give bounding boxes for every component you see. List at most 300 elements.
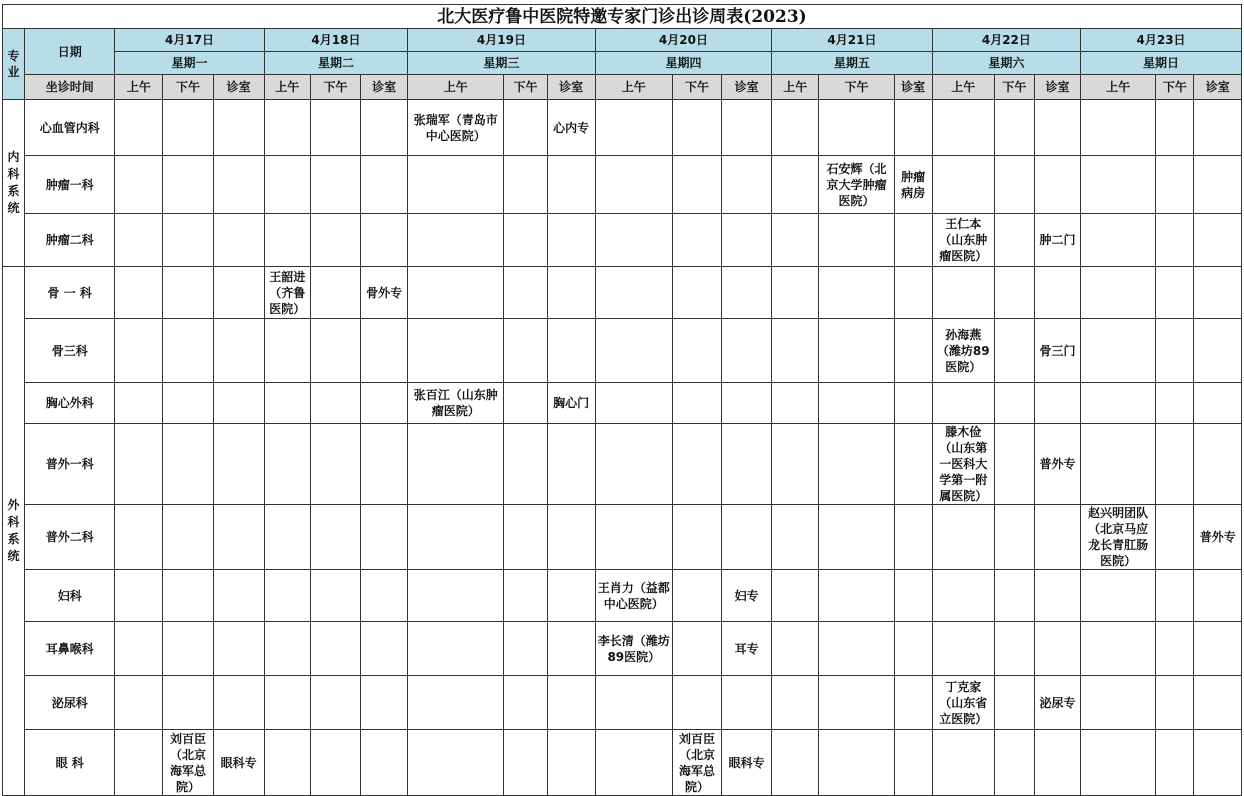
schedule-cell xyxy=(504,156,547,214)
schedule-cell xyxy=(504,505,547,570)
schedule-cell: 胸心门 xyxy=(547,383,595,424)
schedule-cell xyxy=(213,100,264,156)
table-row xyxy=(3,214,1242,267)
schedule-cell xyxy=(772,424,819,505)
schedule-cell xyxy=(595,156,672,214)
schedule-cell xyxy=(504,676,547,730)
schedule-cell xyxy=(264,319,310,383)
schedule-cell xyxy=(894,383,932,424)
session-am-header: 上午 xyxy=(115,75,163,100)
schedule-cell xyxy=(672,676,721,730)
schedule-cell xyxy=(994,319,1034,383)
schedule-cell xyxy=(504,424,547,505)
schedule-cell: 骨三门 xyxy=(1034,319,1080,383)
schedule-cell xyxy=(310,214,360,267)
schedule-cell xyxy=(1194,676,1242,730)
session-pm-header: 下午 xyxy=(672,75,721,100)
schedule-cell xyxy=(504,383,547,424)
schedule-cell xyxy=(1156,214,1194,267)
schedule-cell xyxy=(361,319,408,383)
session-room-header: 诊室 xyxy=(1034,75,1080,100)
schedule-cell xyxy=(894,622,932,676)
schedule-cell xyxy=(994,424,1034,505)
schedule-cell xyxy=(894,730,932,796)
schedule-cell xyxy=(932,267,994,319)
schedule-cell: 滕木俭（山东第一医科大学第一附属医院） xyxy=(932,424,994,505)
schedule-cell xyxy=(1156,424,1194,505)
schedule-cell: 赵兴明团队（北京马应龙长青肛肠医院） xyxy=(1081,505,1156,570)
schedule-cell xyxy=(894,267,932,319)
department-name: 肿瘤二科 xyxy=(25,214,115,267)
table-row xyxy=(3,622,1242,676)
schedule-cell xyxy=(504,214,547,267)
schedule-cell xyxy=(819,424,894,505)
schedule-cell xyxy=(361,505,408,570)
schedule-cell xyxy=(408,156,504,214)
session-pm-header: 下午 xyxy=(504,75,547,100)
day-weekday-cell: 星期三 xyxy=(408,52,596,75)
schedule-cell xyxy=(1081,383,1156,424)
schedule-cell xyxy=(894,676,932,730)
session-am-header: 上午 xyxy=(408,75,504,100)
schedule-cell xyxy=(310,424,360,505)
schedule-cell xyxy=(504,100,547,156)
schedule-cell xyxy=(595,730,672,796)
schedule-cell xyxy=(361,156,408,214)
session-pm-header: 下午 xyxy=(310,75,360,100)
day-weekday-cell: 星期五 xyxy=(772,52,932,75)
schedule-cell xyxy=(1156,319,1194,383)
day-date-cell: 4月17日 xyxy=(115,29,264,52)
schedule-cell xyxy=(994,214,1034,267)
schedule-cell xyxy=(163,319,213,383)
schedule-cell xyxy=(1156,730,1194,796)
schedule-cell xyxy=(1194,267,1242,319)
schedule-cell xyxy=(595,424,672,505)
schedule-cell xyxy=(163,622,213,676)
schedule-cell xyxy=(264,505,310,570)
day-weekday-cell: 星期二 xyxy=(264,52,407,75)
schedule-cell xyxy=(115,267,163,319)
schedule-cell xyxy=(361,214,408,267)
schedule-cell xyxy=(672,156,721,214)
schedule-cell xyxy=(994,622,1034,676)
schedule-cell xyxy=(361,570,408,622)
schedule-cell xyxy=(595,676,672,730)
schedule-cell xyxy=(932,730,994,796)
schedule-cell xyxy=(504,319,547,383)
schedule-cell xyxy=(264,570,310,622)
schedule-cell xyxy=(408,622,504,676)
schedule-cell xyxy=(361,383,408,424)
schedule-cell xyxy=(772,622,819,676)
day-date-cell: 4月19日 xyxy=(408,29,596,52)
schedule-cell xyxy=(1034,156,1080,214)
day-date-cell: 4月21日 xyxy=(772,29,932,52)
specialty-header: 专业 xyxy=(3,29,25,100)
schedule-cell xyxy=(819,505,894,570)
schedule-cell xyxy=(310,100,360,156)
department-name: 骨三科 xyxy=(25,319,115,383)
date-row xyxy=(3,29,1242,52)
schedule-cell xyxy=(163,100,213,156)
schedule-cell xyxy=(264,730,310,796)
schedule-cell xyxy=(310,319,360,383)
schedule-cell: 孙海燕（潍坊89医院） xyxy=(932,319,994,383)
schedule-cell xyxy=(264,676,310,730)
schedule-cell xyxy=(264,424,310,505)
session-room-header: 诊室 xyxy=(547,75,595,100)
department-name: 胸心外科 xyxy=(25,383,115,424)
schedule-cell xyxy=(994,676,1034,730)
schedule-cell xyxy=(264,100,310,156)
schedule-cell xyxy=(115,100,163,156)
schedule-cell xyxy=(819,267,894,319)
schedule-cell xyxy=(595,505,672,570)
schedule-cell xyxy=(772,676,819,730)
schedule-cell xyxy=(408,730,504,796)
schedule-cell xyxy=(408,214,504,267)
schedule-cell xyxy=(819,100,894,156)
schedule-cell xyxy=(595,100,672,156)
table-row xyxy=(3,505,1242,570)
schedule-cell xyxy=(772,156,819,214)
day-date-cell: 4月23日 xyxy=(1081,29,1242,52)
schedule-cell xyxy=(408,570,504,622)
day-weekday-cell: 星期日 xyxy=(1081,52,1242,75)
schedule-cell xyxy=(1081,267,1156,319)
schedule-cell xyxy=(1156,676,1194,730)
schedule-cell xyxy=(894,570,932,622)
schedule-cell: 泌尿专 xyxy=(1034,676,1080,730)
schedule-cell xyxy=(932,622,994,676)
schedule-cell xyxy=(1081,622,1156,676)
schedule-cell xyxy=(994,156,1034,214)
schedule-cell xyxy=(1194,156,1242,214)
schedule-cell xyxy=(547,214,595,267)
schedule-cell: 刘百臣（北京海军总院） xyxy=(672,730,721,796)
schedule-cell xyxy=(547,505,595,570)
schedule-cell xyxy=(722,214,772,267)
day-weekday-cell: 星期六 xyxy=(932,52,1080,75)
schedule-cell xyxy=(264,622,310,676)
session-room-header: 诊室 xyxy=(1194,75,1242,100)
session-room-header: 诊室 xyxy=(722,75,772,100)
schedule-cell xyxy=(894,505,932,570)
schedule-cell xyxy=(361,424,408,505)
schedule-cell xyxy=(213,622,264,676)
schedule-cell xyxy=(310,156,360,214)
schedule-cell xyxy=(1194,383,1242,424)
schedule-cell xyxy=(819,214,894,267)
schedule-cell xyxy=(547,570,595,622)
schedule-cell xyxy=(819,622,894,676)
session-row xyxy=(3,75,1242,100)
schedule-cell xyxy=(672,570,721,622)
session-pm-header: 下午 xyxy=(994,75,1034,100)
department-name: 心血管内科 xyxy=(25,100,115,156)
schedule-cell xyxy=(772,730,819,796)
schedule-cell xyxy=(213,214,264,267)
schedule-cell xyxy=(1034,570,1080,622)
schedule-cell: 肿二门 xyxy=(1034,214,1080,267)
schedule-cell xyxy=(1156,505,1194,570)
schedule-cell xyxy=(163,505,213,570)
schedule-cell xyxy=(1081,156,1156,214)
schedule-cell xyxy=(115,319,163,383)
schedule-cell xyxy=(408,676,504,730)
schedule-cell xyxy=(672,424,721,505)
schedule-cell xyxy=(722,267,772,319)
department-name: 骨 一 科 xyxy=(25,267,115,319)
schedule-cell xyxy=(672,383,721,424)
session-am-header: 上午 xyxy=(932,75,994,100)
schedule-cell: 张百江（山东肿瘤医院） xyxy=(408,383,504,424)
schedule-cell xyxy=(213,424,264,505)
schedule-cell xyxy=(408,267,504,319)
day-weekday-cell: 星期一 xyxy=(115,52,264,75)
schedule-cell xyxy=(722,319,772,383)
schedule-cell xyxy=(115,383,163,424)
schedule-cell xyxy=(408,319,504,383)
schedule-cell xyxy=(310,505,360,570)
schedule-cell xyxy=(772,214,819,267)
schedule-cell xyxy=(994,383,1034,424)
table-row xyxy=(3,424,1242,505)
schedule-cell xyxy=(163,424,213,505)
schedule-cell: 丁克家（山东省立医院） xyxy=(932,676,994,730)
schedule-cell: 王肖力（益都中心医院） xyxy=(595,570,672,622)
schedule-cell xyxy=(1156,267,1194,319)
schedule-cell xyxy=(1081,676,1156,730)
schedule-cell: 普外专 xyxy=(1194,505,1242,570)
department-name: 眼 科 xyxy=(25,730,115,796)
schedule-cell: 眼科专 xyxy=(722,730,772,796)
schedule-cell xyxy=(932,100,994,156)
schedule-cell xyxy=(264,383,310,424)
department-name: 耳鼻喉科 xyxy=(25,622,115,676)
table-row xyxy=(3,319,1242,383)
schedule-cell xyxy=(547,156,595,214)
schedule-cell xyxy=(894,214,932,267)
department-name: 泌尿科 xyxy=(25,676,115,730)
schedule-cell xyxy=(994,267,1034,319)
schedule-cell xyxy=(932,156,994,214)
session-am-header: 上午 xyxy=(1081,75,1156,100)
schedule-cell xyxy=(672,267,721,319)
schedule-cell: 王韶进（齐鲁医院） xyxy=(264,267,310,319)
schedule-cell xyxy=(163,156,213,214)
schedule-cell xyxy=(547,676,595,730)
schedule-cell xyxy=(264,214,310,267)
schedule-cell xyxy=(1156,100,1194,156)
schedule-cell xyxy=(1034,383,1080,424)
department-name: 普外一科 xyxy=(25,424,115,505)
schedule-cell xyxy=(213,570,264,622)
schedule-cell: 眼科专 xyxy=(213,730,264,796)
table-row xyxy=(3,267,1242,319)
schedule-cell xyxy=(504,570,547,622)
schedule-cell xyxy=(595,267,672,319)
table-row xyxy=(3,570,1242,622)
schedule-cell xyxy=(213,505,264,570)
schedule-table xyxy=(2,4,1242,796)
schedule-cell xyxy=(595,383,672,424)
schedule-cell xyxy=(1156,383,1194,424)
schedule-cell xyxy=(722,100,772,156)
schedule-cell xyxy=(772,319,819,383)
schedule-cell xyxy=(1081,424,1156,505)
table-row xyxy=(3,676,1242,730)
schedule-cell xyxy=(361,730,408,796)
schedule-cell xyxy=(408,505,504,570)
schedule-cell xyxy=(672,622,721,676)
schedule-cell xyxy=(163,267,213,319)
schedule-cell xyxy=(772,100,819,156)
session-am-header: 上午 xyxy=(264,75,310,100)
schedule-cell xyxy=(213,156,264,214)
session-am-header: 上午 xyxy=(595,75,672,100)
schedule-cell xyxy=(115,570,163,622)
day-weekday-cell: 星期四 xyxy=(595,52,772,75)
schedule-cell xyxy=(772,505,819,570)
schedule-cell xyxy=(932,505,994,570)
schedule-cell xyxy=(163,214,213,267)
schedule-cell xyxy=(115,156,163,214)
schedule-cell xyxy=(1034,622,1080,676)
schedule-cell xyxy=(819,570,894,622)
schedule-cell xyxy=(547,267,595,319)
schedule-cell xyxy=(115,730,163,796)
table-row xyxy=(3,383,1242,424)
schedule-cell xyxy=(264,156,310,214)
session-room-header: 诊室 xyxy=(213,75,264,100)
session-pm-header: 下午 xyxy=(819,75,894,100)
schedule-cell xyxy=(1194,100,1242,156)
schedule-cell xyxy=(1034,730,1080,796)
schedule-cell xyxy=(1081,100,1156,156)
department-name: 肿瘤一科 xyxy=(25,156,115,214)
schedule-cell xyxy=(819,383,894,424)
schedule-cell: 耳专 xyxy=(722,622,772,676)
schedule-cell xyxy=(1081,570,1156,622)
schedule-cell xyxy=(1194,622,1242,676)
schedule-cell xyxy=(1081,319,1156,383)
session-room-header: 诊室 xyxy=(894,75,932,100)
schedule-cell xyxy=(163,676,213,730)
system-label: 内科系统 xyxy=(3,100,25,267)
schedule-cell xyxy=(672,214,721,267)
table-row xyxy=(3,156,1242,214)
schedule-cell xyxy=(213,676,264,730)
schedule-cell xyxy=(1194,319,1242,383)
schedule-cell: 肿瘤病房 xyxy=(894,156,932,214)
schedule-cell xyxy=(504,622,547,676)
page-title: 北大医疗鲁中医院特邀专家门诊出诊周表(2023) xyxy=(3,5,1242,29)
schedule-cell xyxy=(894,424,932,505)
schedule-cell xyxy=(310,676,360,730)
schedule-cell: 普外专 xyxy=(1034,424,1080,505)
schedule-cell xyxy=(672,505,721,570)
schedule-cell xyxy=(819,730,894,796)
schedule-cell xyxy=(595,319,672,383)
date-header: 日期 xyxy=(25,29,115,75)
schedule-cell xyxy=(1034,505,1080,570)
schedule-cell: 骨外专 xyxy=(361,267,408,319)
schedule-cell: 石安辉（北京大学肿瘤医院） xyxy=(819,156,894,214)
session-pm-header: 下午 xyxy=(163,75,213,100)
schedule-cell xyxy=(819,676,894,730)
schedule-cell xyxy=(547,622,595,676)
department-name: 妇科 xyxy=(25,570,115,622)
schedule-cell xyxy=(722,383,772,424)
table-row xyxy=(3,100,1242,156)
schedule-cell xyxy=(994,505,1034,570)
schedule-cell xyxy=(310,570,360,622)
schedule-cell xyxy=(722,676,772,730)
schedule-cell xyxy=(722,505,772,570)
schedule-cell xyxy=(547,730,595,796)
schedule-cell xyxy=(163,570,213,622)
schedule-cell xyxy=(894,319,932,383)
schedule-cell xyxy=(310,622,360,676)
schedule-cell xyxy=(894,100,932,156)
schedule-cell xyxy=(504,730,547,796)
schedule-cell xyxy=(213,383,264,424)
session-room-header: 诊室 xyxy=(361,75,408,100)
schedule-cell: 王仁本（山东肿瘤医院） xyxy=(932,214,994,267)
schedule-cell xyxy=(1156,622,1194,676)
schedule-cell xyxy=(1081,730,1156,796)
schedule-cell xyxy=(1156,570,1194,622)
table-row xyxy=(3,730,1242,796)
schedule-cell xyxy=(1194,570,1242,622)
schedule-cell xyxy=(115,622,163,676)
schedule-cell: 李长清（潍坊89医院） xyxy=(595,622,672,676)
schedule-cell xyxy=(310,730,360,796)
schedule-cell xyxy=(595,214,672,267)
schedule-cell xyxy=(504,267,547,319)
schedule-cell xyxy=(1194,214,1242,267)
schedule-cell xyxy=(115,214,163,267)
schedule-cell xyxy=(772,267,819,319)
schedule-cell xyxy=(932,570,994,622)
day-date-cell: 4月20日 xyxy=(595,29,772,52)
schedule-cell xyxy=(772,570,819,622)
schedule-cell xyxy=(310,383,360,424)
schedule-cell xyxy=(994,730,1034,796)
schedule-cell xyxy=(1156,156,1194,214)
weekday-row xyxy=(3,52,1242,75)
session-am-header: 上午 xyxy=(772,75,819,100)
schedule-cell: 张瑞军（青岛市中心医院） xyxy=(408,100,504,156)
schedule-cell xyxy=(994,100,1034,156)
schedule-cell xyxy=(722,156,772,214)
schedule-cell xyxy=(115,424,163,505)
schedule-cell: 妇专 xyxy=(722,570,772,622)
schedule-cell xyxy=(772,383,819,424)
schedule-sheet xyxy=(2,4,1242,796)
department-name: 普外二科 xyxy=(25,505,115,570)
schedule-cell xyxy=(1194,424,1242,505)
schedule-cell xyxy=(1034,100,1080,156)
schedule-cell xyxy=(361,622,408,676)
schedule-cell xyxy=(408,424,504,505)
schedule-cell xyxy=(163,383,213,424)
schedule-cell xyxy=(213,319,264,383)
schedule-cell xyxy=(547,319,595,383)
system-label: 外科系统 xyxy=(3,267,25,796)
